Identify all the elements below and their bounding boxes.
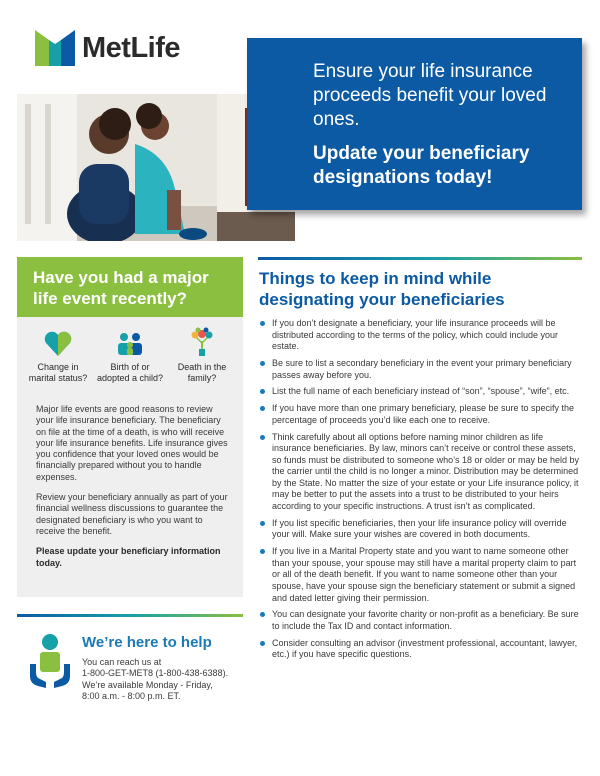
- event-death-in-family: [167, 329, 237, 384]
- list-item: You can designate your favorite charity or non-profit as a beneficiary. Be sure to include the Tax ID and contact information.: [259, 609, 581, 632]
- help-contact: [82, 657, 252, 702]
- life-event-paragraph: Major life events are good reasons to review your life insurance beneficiary. The beneficiary on file at the time of a death, is who will receive your life insurance benefits. Life insurance gives you confidence that your loved ones would be financially prepared without you to handle expenses.: [36, 404, 228, 482]
- help-line: 8:00 a.m. - 8:00 p.m. ET.: [82, 690, 181, 701]
- life-event-panel: [17, 257, 243, 597]
- life-event-cta: Please update your beneficiary information today.: [36, 546, 221, 568]
- banner-headline: Ensure your life insurance proceeds benefit your loved ones.: [313, 61, 547, 130]
- event-marital-status: [23, 329, 93, 384]
- life-event-paragraph: Review your beneficiary annually as part of your financial wellness discussions to guarantee the designated beneficiary is who you want to receive the benefit.: [36, 492, 228, 536]
- help-line: You can reach us at: [82, 657, 162, 667]
- metlife-logo: [35, 30, 180, 66]
- event-label: Birth of or adopted a child?: [96, 362, 164, 383]
- event-label: Change in marital status?: [28, 362, 88, 383]
- event-label: Death in the family?: [177, 362, 227, 383]
- banner-callout: Update your beneficiary designations today!: [313, 143, 530, 188]
- event-birth-adoption: [95, 329, 165, 384]
- help-title: We’re here to help: [82, 634, 212, 651]
- list-item: If you live in a Marital Property state and you want to name someone other than your spouse, your spouse may still have a marital property claim to part or all of the death benefit. If you want to name someone other than your spouse, have your spouse sign the beneficiary statement or submit a signed and dated letter giving their permission.: [259, 546, 581, 604]
- list-item: If you list specific beneficiaries, then your life insurance policy will override your will. Make sure your wishes are covered in both documents.: [259, 518, 581, 541]
- brand-name: MetLife: [82, 31, 180, 64]
- life-event-list: [17, 329, 243, 384]
- list-item: Think carefully about all options before naming minor children as life insurance beneficiaries. By law, minors can’t receive or control these assets, so funds must be distributed to someone who’s 18 or older or may be held by the carrier until the child is no longer a minor. Distribution may be determined by the State. No matter the size of your estate or your Life insurance policy, it may be better to put the assets into a trust to be distributed to your heirs according to your specific instructions. A trust isn’t as complicated.: [259, 432, 581, 513]
- family-icon: [115, 331, 145, 357]
- list-item: Be sure to list a secondary beneficiary in the event your primary beneficiary passes away before you.: [259, 358, 581, 381]
- life-event-header: [17, 257, 243, 317]
- help-phone[interactable]: 1-800-GET-MET8 (1-800-438-6388).: [82, 668, 229, 679]
- metlife-logo-icon: [35, 30, 75, 66]
- list-item: If you don’t designate a beneficiary, your life insurance proceeds will be distributed according to the terms of the policy, which could include your estate.: [259, 318, 581, 353]
- list-item: If you have more than one primary beneficiary, please be sure to specify the percentage of proceeds you’d like each one to receive.: [259, 403, 581, 426]
- life-event-title: Have you had a major life event recently?: [33, 268, 209, 308]
- life-event-body: [17, 404, 243, 569]
- things-title: Things to keep in mind while designating your beneficiaries: [259, 269, 505, 309]
- things-divider: [258, 257, 582, 260]
- list-item: List the full name of each beneficiary instead of “son”, “spouse”, “wife”, etc.: [259, 386, 581, 398]
- help-line: We’re available Monday - Friday,: [82, 679, 213, 690]
- hero-banner: [247, 38, 582, 210]
- flowers-icon: [189, 327, 215, 357]
- list-item: Consider consulting an advisor (investment professional, accountant, lawyer, etc.) if you have specific questions.: [259, 638, 581, 661]
- help-icon: [28, 632, 72, 695]
- heart-icon: [44, 331, 72, 357]
- things-list: [259, 318, 581, 666]
- help-divider: [17, 614, 243, 617]
